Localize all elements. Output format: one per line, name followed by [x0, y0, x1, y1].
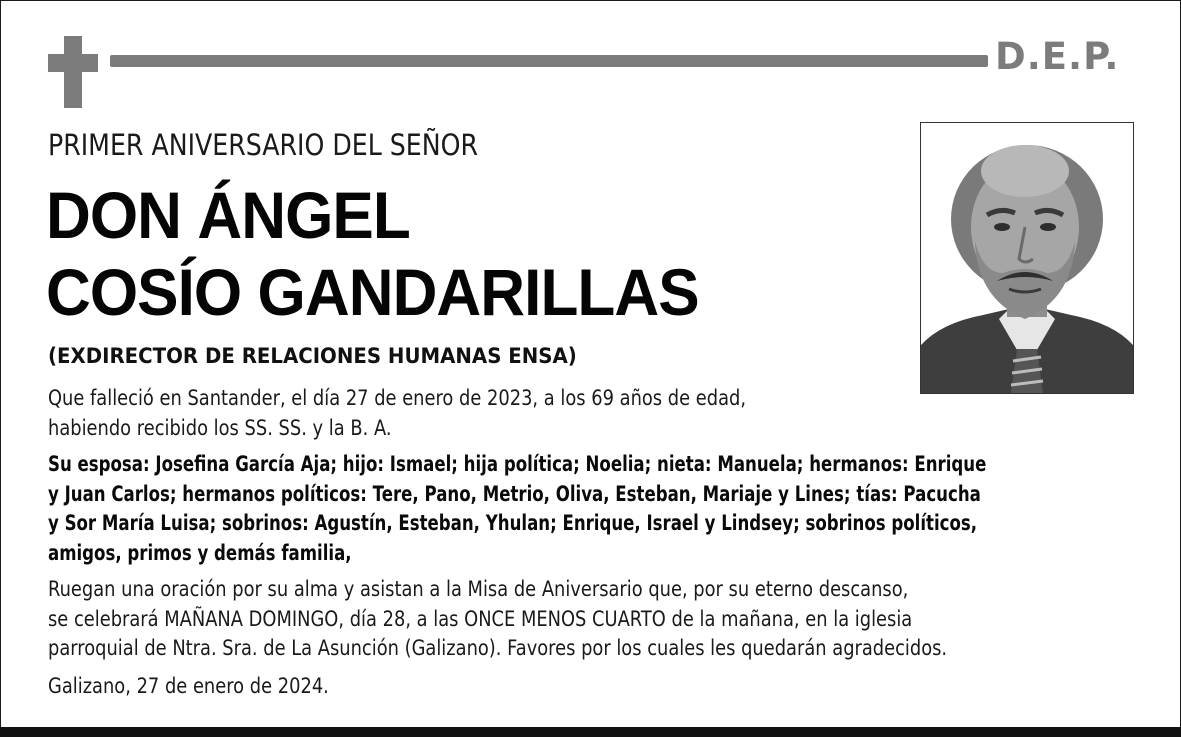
family-list-line: Su esposa: Josefina García Aja; hijo: Ismael; hija política; Noelia; nieta: Manuela; hermanos: Enrique	[48, 452, 987, 476]
family-list-line: y Sor María Luisa; sobrinos: Agustín, Esteban, Yhulan; Enrique, Israel y Lindsey; sobrinos políticos,	[48, 511, 978, 535]
death-notice-line: habiendo recibido los SS. SS. y la B. A.	[48, 415, 392, 440]
mass-notice-line: Ruegan una oración por su alma y asistan a la Misa de Aniversario que, por su eterno descanso,	[48, 577, 909, 601]
cross-icon	[64, 36, 82, 108]
portrait-photo	[920, 122, 1134, 394]
header-rule	[110, 55, 988, 67]
deceased-name-line1: DON ÁNGEL	[46, 178, 410, 252]
mass-notice	[48, 575, 947, 664]
dep-label: D.E.P.	[995, 35, 1120, 78]
death-notice	[48, 384, 746, 443]
mass-notice-line: parroquial de Ntra. Sra. de La Asunción (Galizano). Favores por los cuales les quedarán agradecidos.	[48, 636, 948, 660]
place-date: Galizano, 27 de enero de 2024.	[48, 674, 329, 698]
death-notice-line: Que falleció en Santander, el día 27 de enero de 2023, a los 69 años de edad,	[48, 386, 747, 410]
bottom-border	[0, 727, 1181, 737]
portrait-icon	[921, 123, 1133, 393]
anniversary-heading: PRIMER ANIVERSARIO DEL SEÑOR	[48, 128, 479, 162]
family-list-line: y Juan Carlos; hermanos políticos: Tere, Pano, Metrio, Oliva, Esteban, Mariaje y Lines; tías: Pacucha	[48, 481, 981, 506]
deceased-title: (EXDIRECTOR DE RELACIONES HUMANAS ENSA)	[48, 344, 577, 368]
deceased-name-line2: COSÍO GANDARILLAS	[46, 255, 699, 329]
family-list-line: amigos, primos y demás familia,	[48, 540, 352, 565]
cross-icon-bar	[48, 54, 98, 72]
mass-notice-line: se celebrará MAÑANA DOMINGO, día 28, a las ONCE MENOS CUARTO de la mañana, en la iglesia	[48, 606, 913, 631]
family-list	[48, 450, 986, 568]
